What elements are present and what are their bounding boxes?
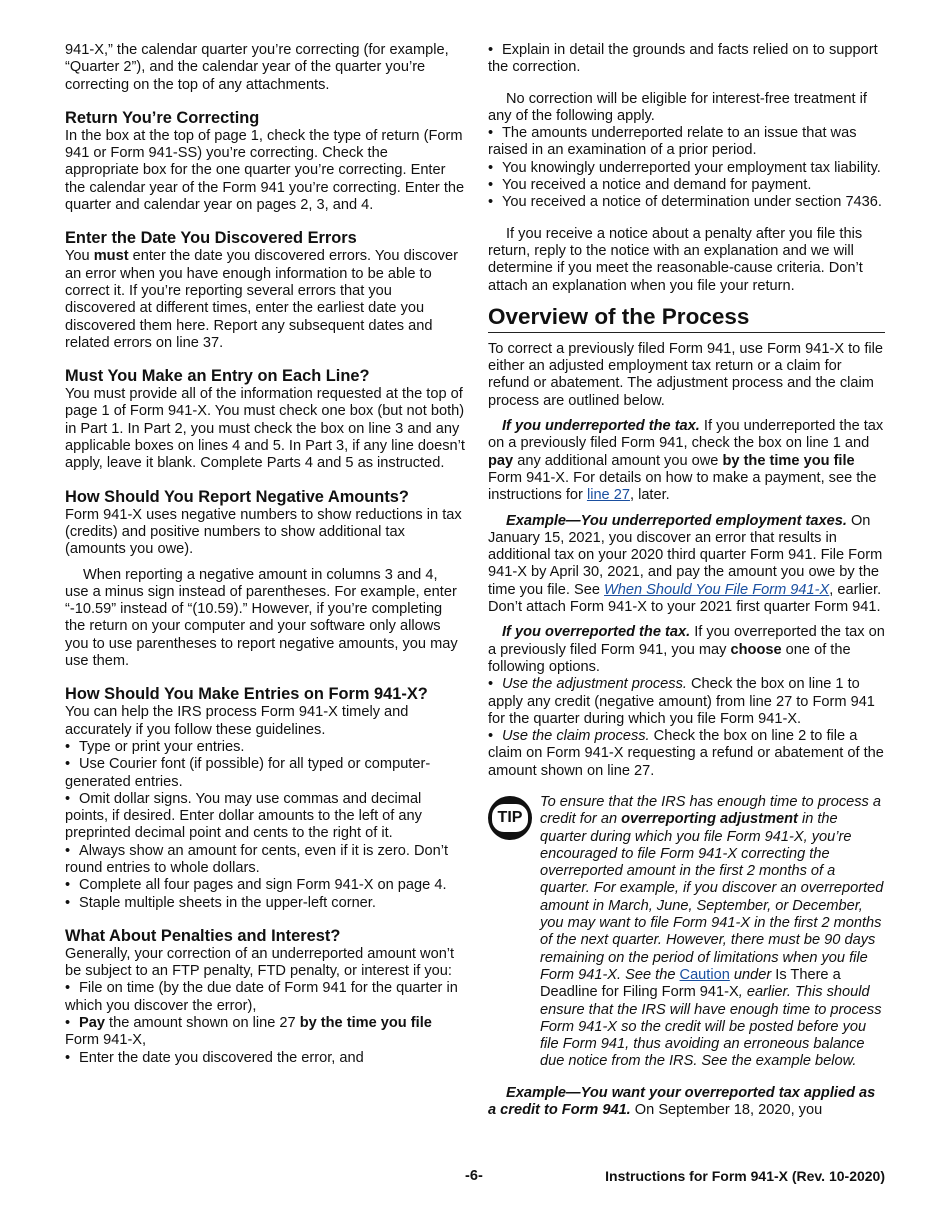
bullet-list-item: • Omit dollar signs. You may use commas and decimal points, if desired. Enter dollar amounts to the left of any preprinted decimal point and cents to the right of it. [65,790,422,842]
entry-each-line-paragraph: You must provide all of the information requested at the top of page 1 of Form 941-X. You must check one box (but not both) in Part 1. In Part 2, you must check the box on line 3 and any applicable boxes on lines 4 and 5. In Part 3, if any line doesn’t apply, leave it blank. Complete Parts 4 and 5 as instructed. [65,386,465,472]
footer-title: Instructions for Form 941-X (Rev. 10-2020) [605,1168,885,1184]
heading-negative-amounts: How Should You Report Negative Amounts? [65,487,409,506]
bullet-list-item: • Pay the amount shown on line 27 by the time you file Form 941-X, [65,1015,432,1049]
bullet-list-item: • Type or print your entries. [65,738,245,755]
heading-penalties-interest: What About Penalties and Interest? [65,926,341,945]
overview-paragraph: To correct a previously filed Form 941, use Form 941-X to file either an adjusted employment tax return or a claim for refund or abatement. The adjustment process and the claim process are outlined below. [488,340,883,409]
tip-box [488,794,885,1071]
make-entries-paragraph: You can help the IRS process Form 941-X timely and accurately if you follow these guidelines. [65,704,409,738]
when-file-941x-link[interactable]: When Should You File Form 941-X [604,581,830,598]
penalties-paragraph: Generally, your correction of an underreported amount won’t be subject to an FTP penalty, FTD penalty, or interest if you: [65,945,455,980]
overreported-paragraph: If you overreported the tax. If you overreported the tax on a previously filed Form 941, you may choose one of the following options. [488,624,885,675]
bullet-list-item: • You received a notice of determination under section 7436. [488,194,882,211]
heading-return-correcting: Return You’re Correcting [65,108,260,127]
bullet-list-item: • Always show an amount for cents, even if it is zero. Don’t round entries to whole dollars. [65,842,449,876]
example-overreported-paragraph: Example—You want your overreported tax applied as a credit to Form 941. On September 18, 2020, you [488,1084,876,1119]
heading-date-discovered: Enter the Date You Discovered Errors [65,229,357,248]
date-discovered-paragraph: You must enter the date you discovered errors. You discover an error when you have enough information to be able to correct it. If you’re reporting several errors that you discovered at different times, enter the earliest date you discovered them here. Report any subsequent dates and related errors on line 37. [65,248,458,351]
no-correction-paragraph: No correction will be eligible for interest-free treatment if any of the following apply. [488,90,867,124]
line-27-link[interactable]: line 27 [586,487,630,504]
negative-amounts-paragraph-2: When reporting a negative amount in columns 3 and 4, use a minus sign instead of parentheses. For example, enter “-10.59” instead of “(10.59).” However, if you’re completing the return on your computer and your software only allows you to use parentheses to report negative amounts, you may use them. [65,566,458,670]
tip-icon [488,796,532,840]
caution-link[interactable]: Caution [679,966,730,983]
bullet-list-item: • File on time (by the due date of Form 941 for the quarter in which you discover the error), [65,980,458,1014]
penalty-notice-paragraph: If you receive a notice about a penalty after you file this return, reply to the notice with an explanation and we will determine if you meet the reasonable-cause criteria. Don’t attach an explanation when you file your return. [488,225,863,294]
negative-amounts-paragraph-1: Form 941-X uses negative numbers to show reductions in tax (credits) and positive numbers to show additional tax (amounts you owe). [65,506,462,558]
bullet-list-item: • Complete all four pages and sign Form 941-X on page 4. [65,877,447,894]
bullet-list-item: • Explain in detail the grounds and facts relied on to support the correction. [488,42,878,76]
underreported-paragraph: If you underreported the tax. If you underreported the tax on a previously filed Form 941, check the box on line 1 and pay any additional amount you owe by the time you file Form 941-X. For details on how to make a payment, see the instructions for line 27, later. [488,418,884,504]
bullet-list-item: • Use the claim process. Check the box on line 2 to file a claim on Form 941-X requesting a refund or abatement of the amount shown on line 27. [488,728,884,779]
tip-label: TIP [492,804,528,832]
bullet-list-item: • Staple multiple sheets in the upper-left corner. [65,894,376,911]
heading-make-entries: How Should You Make Entries on Form 941-X? [65,685,428,704]
page-footer [0,1168,950,1188]
bullet-list-item: • The amounts underreported relate to an issue that was raised in an examination of a prior period. [488,125,857,159]
example-underreported-paragraph: Example—You underreported employment taxes. On January 15, 2021, you discover an error that results in additional tax on your 2020 third quarter Form 941. File Form 941-X by April 30, 2021, and pay the amount you owe by the time you file. See When Should You File Form 941-X, earlier. Don’t attach Form 941-X to your 2021 first quarter Form 941. [488,512,883,616]
bullet-list-item: • Enter the date you discovered the error, and [65,1049,364,1066]
intro-paragraph: 941-X,” the calendar quarter you’re correcting (for example, “Quarter 2”), and the calendar year of the quarter you’re correcting on the top of any attachments. [65,42,449,93]
tip-text: To ensure that the IRS has enough time to process a credit for an overreporting adjustment in the quarter during which you file Form 941-X, you’re encouraged to file Form 941-X correcting the overreported amount in the first 2 months of a quarter. For example, if you discover an overreported amount in March, June, September, or December, you may want to file Form 941-X in the first 2 months of the next quarter. However, there must be 90 days remaining on the period of limitations when you file Form 941-X. See the Caution under Is There a Deadline for Filing Form 941-X, earlier. This should ensure that the IRS will have enough time to process Form 941-X so the credit will be posted before you file Form 941, thus avoiding an erroneous balance due notice from the IRS. See the example below. [540,793,884,1070]
return-correcting-paragraph: In the box at the top of page 1, check the type of return (Form 941 or Form 941-SS) you’re correcting. Check the appropriate box for the one quarter you’re correcting. Enter the calendar year of the Form 941 you’re correcting. Enter the quarter and calendar year on pages 2, 3, and 4. [65,127,465,214]
bullet-list-item: • Use the adjustment process. Check the box on line 1 to apply any credit (negative amount) from line 27 to Form 941 for the quarter during which you file Form 941-X. [488,676,875,727]
left-column [65,42,465,1067]
heading-entry-each-line: Must You Make an Entry on Each Line? [65,367,370,386]
bullet-list-item: • You received a notice and demand for payment. [488,177,812,194]
bullet-list-item: • Use Courier font (if possible) for all typed or computer-generated entries. [65,756,431,790]
page-number: -6- [465,1168,483,1184]
heading-overview-process: Overview of the Process [488,303,885,333]
right-column [488,42,885,1119]
bullet-list-item: • You knowingly underreported your employment tax liability. [488,159,881,176]
